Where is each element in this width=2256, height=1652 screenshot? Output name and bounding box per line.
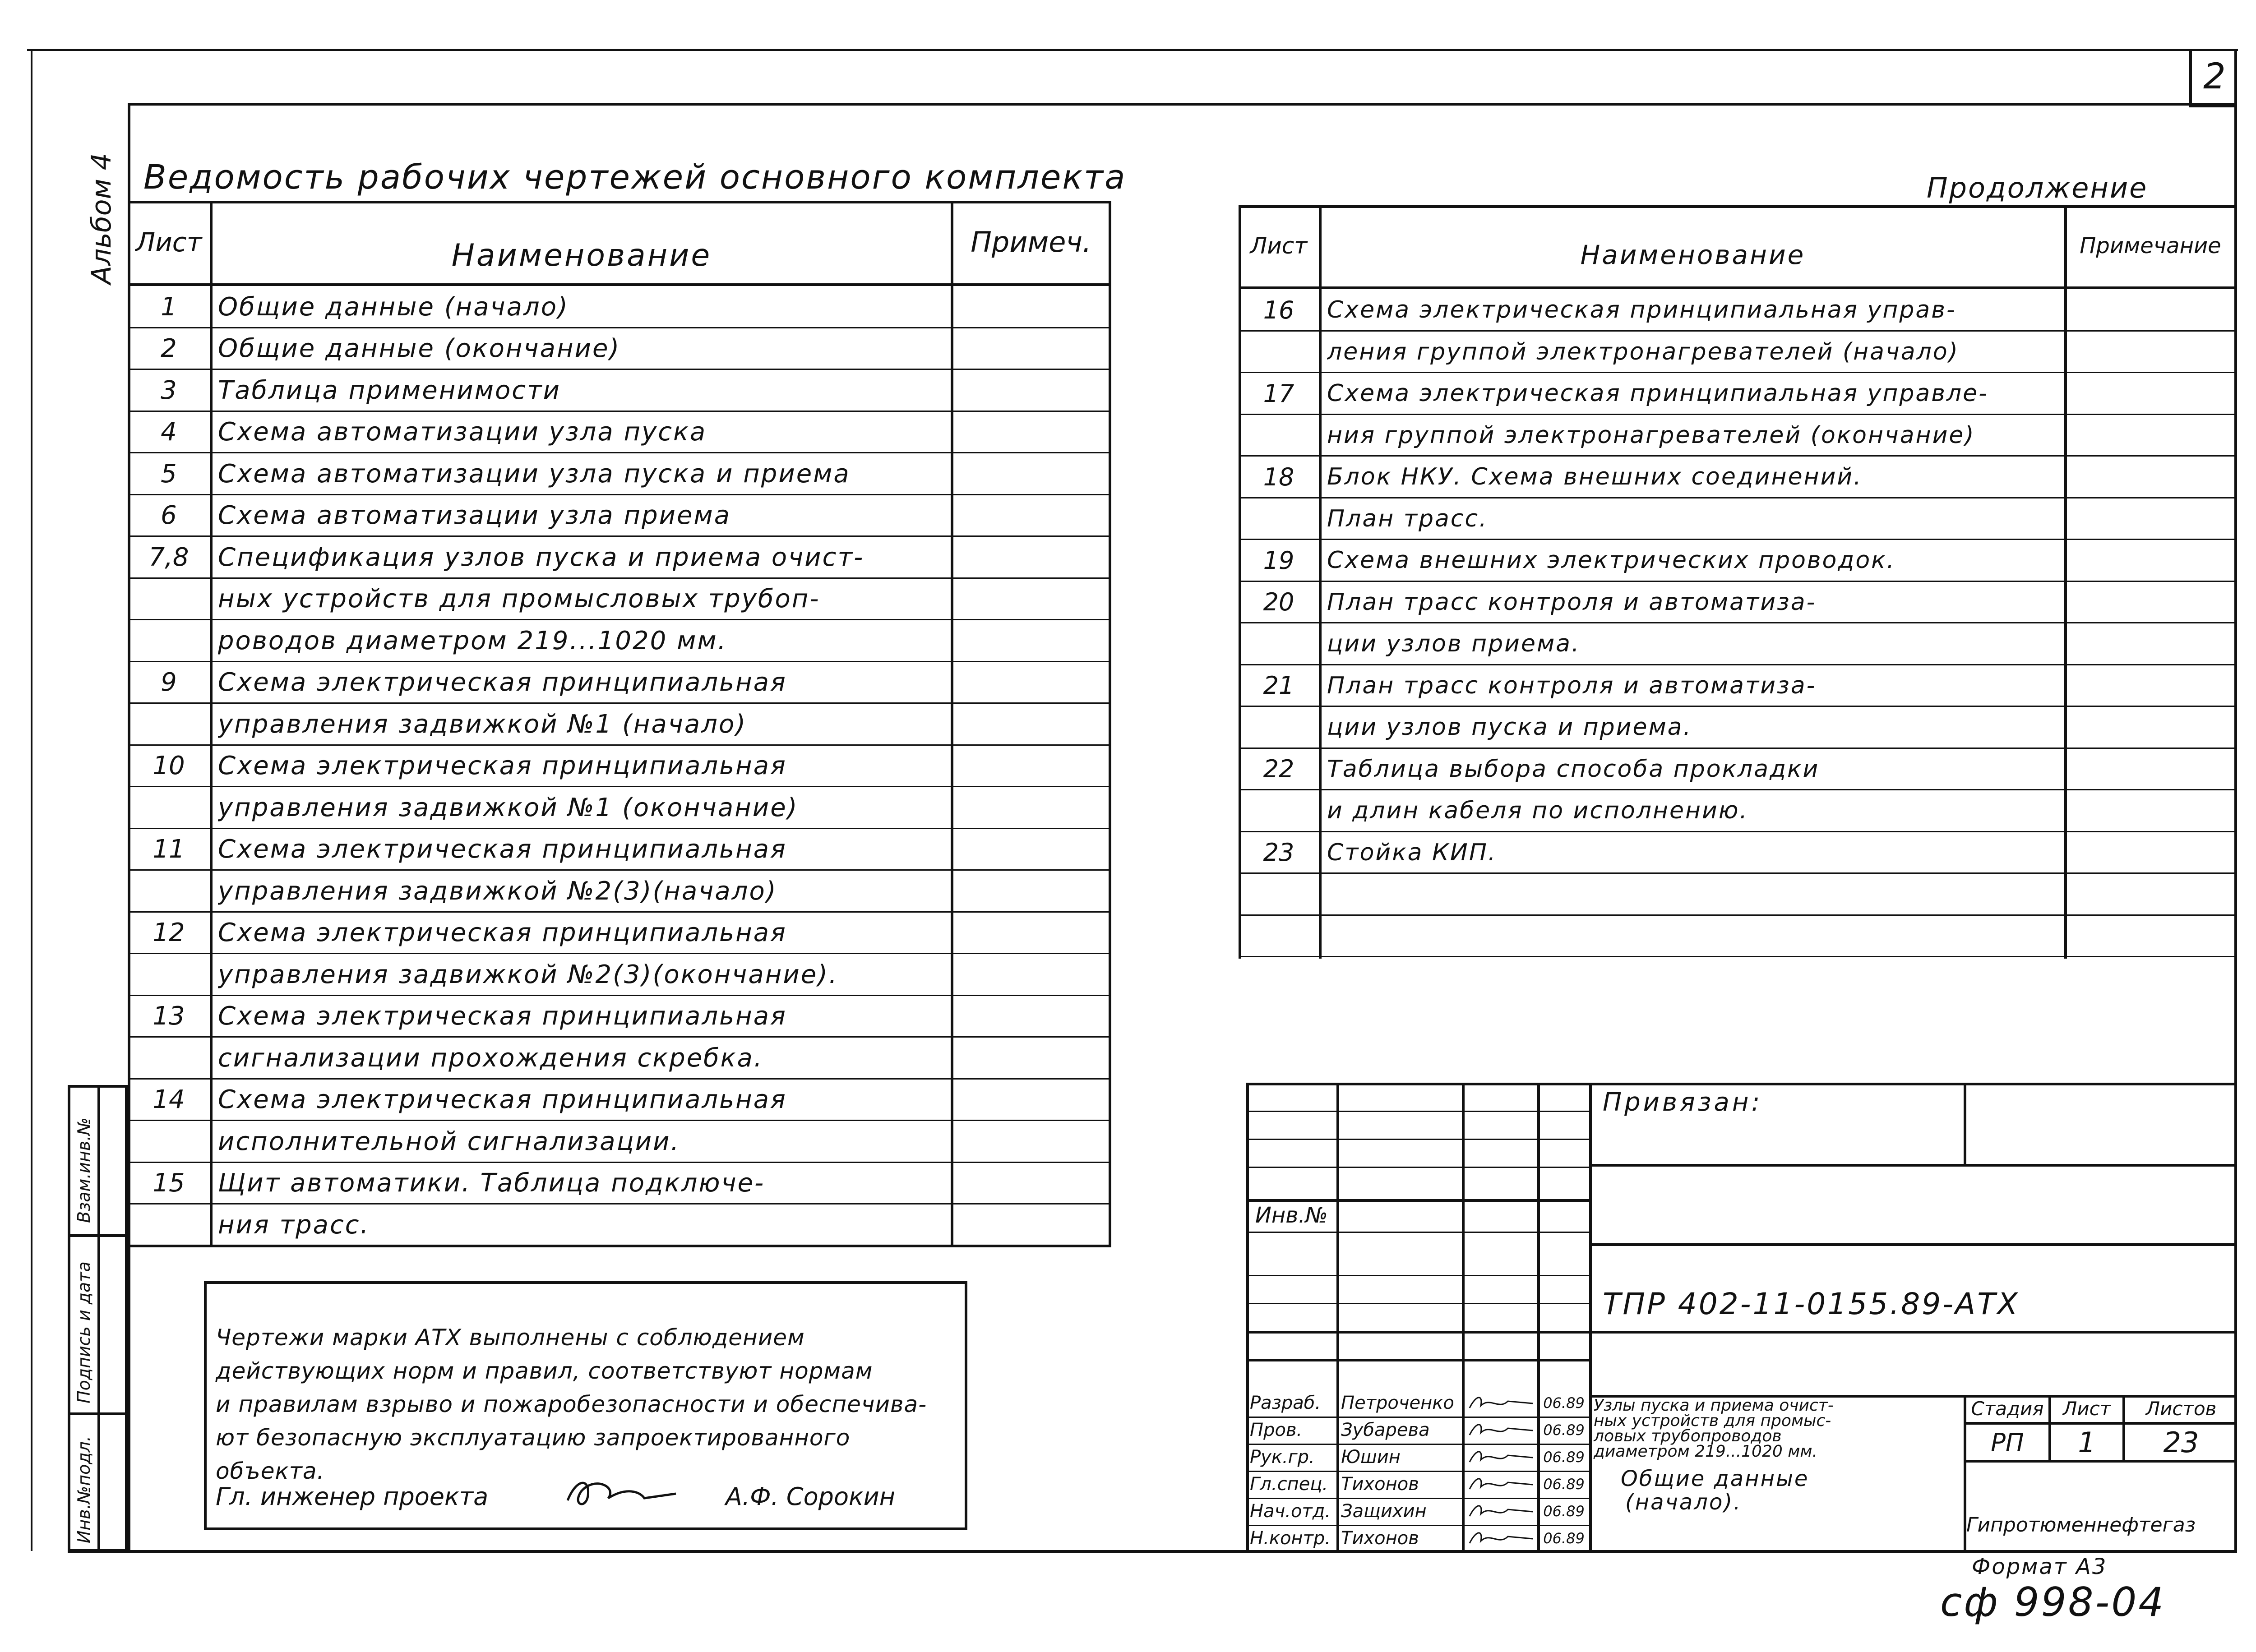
left-row-sheet — [128, 787, 210, 829]
tb-role-name: Петроченко — [1341, 1393, 1454, 1413]
right-row-sheet: 20 — [1263, 588, 1294, 617]
left-stamp — [68, 1085, 128, 1552]
left-row-sheet: 11 — [153, 835, 185, 864]
tb-sheet-value: 1 — [2078, 1426, 2096, 1459]
left-row-name: Схема электрическая принципиальная — [218, 751, 787, 781]
right-row-sheet: 17 — [1263, 379, 1294, 408]
tb-tied-divider — [1964, 1083, 1966, 1167]
left-row-sheet: 13 — [153, 1001, 185, 1031]
left-row-sheet — [128, 870, 210, 912]
tb-sheet-title-line: Общие данные — [1621, 1466, 1809, 1491]
tb-role-line — [1246, 1498, 1589, 1499]
left-header-sheet: Лист — [135, 226, 202, 258]
tb-grid-5 — [1246, 1232, 1589, 1233]
tb-inv-label: Инв.№ — [1255, 1203, 1328, 1228]
tb-role-name: Тихонов — [1341, 1474, 1419, 1495]
left-row-sheet — [128, 1204, 210, 1246]
right-header-name: Наименование — [1580, 240, 1806, 270]
right-row-sheet: 18 — [1263, 462, 1294, 491]
signature-icon — [1467, 1392, 1535, 1415]
note-line: действующих норм и правил, соответствуют нормам — [216, 1358, 873, 1384]
note-line: Чертежи марки АТХ выполнены с соблюдением — [216, 1324, 805, 1351]
tb-top — [1246, 1083, 2237, 1085]
right-row-name: ции узлов приема. — [1327, 630, 1581, 658]
tb-role: Рук.гр. — [1250, 1447, 1315, 1467]
left-row-name: управления задвижкой №1 (окончание) — [218, 793, 799, 822]
tb-role: Пров. — [1250, 1420, 1303, 1440]
left-header-note: Примеч. — [971, 226, 1091, 258]
right-row-sheet — [1239, 873, 1319, 915]
left-title: Ведомость рабочих чертежей основного комплекта — [143, 158, 1127, 197]
left-row-name: Схема электрическая принципиальная — [218, 1085, 787, 1115]
format-label: Формат А3 — [1972, 1554, 2108, 1579]
right-row-name: ления группой электронагревателей (начало) — [1327, 338, 1959, 365]
tb-right-line-3 — [1589, 1331, 2237, 1334]
tb-role-date: 06.89 — [1543, 1421, 1585, 1439]
left-row-name: Таблица применимости — [218, 375, 561, 405]
page-number: 2 — [2203, 56, 2226, 97]
note-line: ют безопасную эксплуатацию запроектированного — [216, 1425, 851, 1451]
left-row-sheet — [128, 954, 210, 996]
left-table — [128, 201, 1111, 1247]
tb-right-line-1 — [1589, 1164, 2237, 1167]
right-row-sheet: 19 — [1263, 546, 1294, 575]
left-table-col-1 — [210, 201, 213, 1247]
left-row-name: ния трасс. — [218, 1210, 370, 1240]
left-row-sheet: 7,8 — [148, 542, 189, 572]
left-row-sheet — [128, 1037, 210, 1079]
right-table-col-2 — [2064, 205, 2067, 959]
right-row-name: Схема внешних электрических проводок. — [1327, 547, 1896, 574]
signature-icon — [1467, 1419, 1535, 1442]
tb-doc-code: ТПР 402-11-0155.89-АТХ — [1603, 1286, 2020, 1321]
sheet-left-edge — [31, 49, 32, 1551]
tb-sheets-label: Листов — [2145, 1397, 2217, 1420]
signature-icon — [1467, 1446, 1535, 1469]
right-row-name: Схема электрическая принципиальная управле- — [1327, 380, 1988, 407]
tb-role-name: Защихин — [1341, 1501, 1427, 1522]
tb-role-line — [1246, 1525, 1589, 1526]
left-row-name: Схема электрическая принципиальная — [218, 668, 787, 697]
right-row-name: План трасс контроля и автоматиза- — [1327, 672, 1817, 699]
left-row-name: ных устройств для промысловых трубоп- — [218, 584, 820, 614]
left-table-right — [1109, 201, 1111, 1247]
right-row-sheet — [1239, 915, 1319, 957]
left-stamp-line-2 — [70, 1412, 125, 1415]
right-row-sheet — [1239, 790, 1319, 832]
left-row-sheet — [128, 620, 210, 662]
right-header-sheet: Лист — [1250, 233, 1308, 259]
tb-grid-8 — [1246, 1331, 1589, 1334]
signature-icon — [1467, 1527, 1535, 1550]
tb-role-date: 06.89 — [1543, 1530, 1585, 1547]
stamp-label-replacement: Взам.инв.№ — [74, 1117, 94, 1223]
right-header-note: Примечание — [2080, 233, 2221, 258]
left-row-name: Щит автоматики. Таблица подключе- — [218, 1168, 765, 1198]
left-row-name: Схема автоматизации узла пуска — [218, 417, 707, 447]
tb-role-name: Зубарева — [1341, 1420, 1430, 1440]
right-row-name: Таблица выбора способа прокладки — [1327, 755, 1820, 783]
right-table — [1239, 205, 2237, 959]
left-header-name: Наименование — [451, 238, 712, 273]
left-table-col-2 — [951, 201, 953, 1247]
right-row-sheet: 23 — [1263, 838, 1294, 867]
tb-grid-1 — [1246, 1111, 1589, 1112]
left-row-name: Общие данные (начало) — [218, 292, 569, 322]
top-border — [27, 49, 2238, 51]
album-label: Альбом 4 — [86, 153, 117, 284]
right-row-name: ния группой электронагревателей (окончание) — [1327, 421, 1975, 449]
tb-role: Разраб. — [1250, 1393, 1321, 1413]
title-block — [1246, 1083, 2237, 1552]
tb-right-line-2 — [1589, 1243, 2237, 1246]
right-row-name: Стойка КИП. — [1327, 839, 1497, 866]
tb-col-b — [1462, 1083, 1465, 1552]
signature-icon — [1467, 1473, 1535, 1496]
left-row-name: Схема электрическая принципиальная — [218, 918, 787, 948]
tb-stage-value: РП — [1991, 1428, 2024, 1457]
left-row-sheet: 6 — [161, 501, 177, 531]
left-stamp-line-1 — [70, 1234, 125, 1237]
engineer-label: Гл. инженер проекта — [216, 1482, 489, 1511]
left-row-name: управления задвижкой №2(3)(окончание). — [218, 960, 838, 989]
tb-role: Нач.отд. — [1250, 1501, 1331, 1522]
left-row-name: сигнализации прохождения скребка. — [218, 1043, 763, 1073]
stamp-label-original-inv: Инв.№подл. — [74, 1435, 94, 1543]
archive-code: сф 998-04 — [1940, 1579, 2166, 1625]
note-line: и правилам взрыво и пожаробезопасности и обеспечива- — [216, 1391, 927, 1417]
tb-grid-9 — [1246, 1359, 1589, 1361]
tb-role-line — [1246, 1444, 1589, 1445]
right-row-name: Схема электрическая принципиальная управ- — [1327, 296, 1956, 324]
tb-role-date: 06.89 — [1543, 1394, 1585, 1412]
frame-top — [128, 103, 2237, 106]
left-row-sheet: 2 — [161, 334, 177, 364]
tb-object-line: ных устройств для промыс- — [1594, 1412, 1831, 1430]
tb-grid-3 — [1246, 1167, 1589, 1168]
right-row-sheet — [1239, 623, 1319, 665]
tb-organization: Гипротюменнефтегаз — [1966, 1513, 2196, 1537]
left-row-sheet: 15 — [153, 1168, 185, 1198]
left-row-name: управления задвижкой №1 (начало) — [218, 709, 747, 739]
left-row-name: управления задвижкой №2(3)(начало) — [218, 876, 777, 906]
left-row-sheet: 1 — [161, 292, 177, 322]
left-row-name: Общие данные (окончание) — [218, 334, 621, 364]
right-row-name — [1327, 915, 2062, 957]
right-row-sheet — [1239, 331, 1319, 373]
right-row-name: План трасс контроля и автоматиза- — [1327, 588, 1817, 616]
engineer-name: А.Ф. Сорокин — [726, 1482, 895, 1511]
right-row-sheet: 16 — [1263, 295, 1294, 324]
tb-sheet-title-line: (начало). — [1625, 1490, 1742, 1515]
left-row-sheet — [128, 578, 210, 620]
left-row-name: роводов диаметром 219...1020 мм. — [218, 626, 727, 655]
tb-col-d — [1589, 1083, 1592, 1552]
note-box — [204, 1281, 967, 1530]
left-row-sheet: 12 — [153, 918, 185, 948]
signature-icon — [1467, 1500, 1535, 1523]
right-row-name: Блок НКУ. Схема внешних соединений. — [1327, 463, 1863, 491]
tb-role-date: 06.89 — [1543, 1449, 1585, 1466]
right-title: Продолжение — [1927, 171, 2148, 204]
tb-role: Гл.спец. — [1250, 1474, 1328, 1495]
tb-sheet-label: Лист — [2062, 1397, 2111, 1420]
left-row-sheet: 14 — [153, 1085, 185, 1115]
tb-role-date: 06.89 — [1543, 1503, 1585, 1520]
right-row-sheet — [1239, 498, 1319, 540]
left-row-sheet: 5 — [161, 459, 177, 489]
tb-left — [1246, 1083, 1249, 1552]
tb-grid-7 — [1246, 1303, 1589, 1304]
right-row-sheet: 21 — [1263, 671, 1294, 700]
left-row-sheet: 4 — [161, 417, 177, 447]
tb-col-a — [1336, 1083, 1339, 1552]
tb-role-line — [1246, 1471, 1589, 1472]
left-stamp-divider — [97, 1088, 100, 1550]
left-row-sheet — [128, 703, 210, 745]
left-row-name: исполнительной сигнализации. — [218, 1126, 680, 1156]
note-line: объекта. — [216, 1458, 325, 1484]
tb-role: Н.контр. — [1250, 1528, 1331, 1549]
left-row-sheet — [128, 1121, 210, 1163]
tb-object-line: ловых трубопроводов — [1594, 1427, 1782, 1445]
tb-grid-2 — [1246, 1139, 1589, 1140]
tb-role-date: 06.89 — [1543, 1476, 1585, 1493]
left-row-name: Спецификация узлов пуска и приема очист- — [218, 542, 864, 572]
left-row-name: Схема электрическая принципиальная — [218, 835, 787, 864]
tb-tied-label: Привязан: — [1603, 1087, 1763, 1117]
tb-grid-6 — [1246, 1275, 1589, 1276]
left-row-sheet: 9 — [161, 668, 177, 697]
stamp-label-signature-date: Подпись и дата — [74, 1261, 94, 1403]
tb-stage-label: Стадия — [1971, 1397, 2044, 1420]
right-row-sheet — [1239, 706, 1319, 748]
left-row-sheet: 3 — [161, 375, 177, 405]
right-row-name: и длин кабеля по исполнению. — [1327, 797, 1749, 825]
right-row-sheet — [1239, 415, 1319, 457]
right-row-name: План трасс. — [1327, 505, 1488, 532]
tb-object-line: диаметром 219...1020 мм. — [1594, 1442, 1817, 1461]
left-row-sheet: 10 — [153, 751, 185, 781]
tb-role-line — [1246, 1417, 1589, 1418]
tb-sheets-value: 23 — [2163, 1426, 2199, 1459]
tb-stage-line-2 — [1964, 1460, 2237, 1463]
tb-role-name: Тихонов — [1341, 1528, 1419, 1549]
right-table-col-1 — [1319, 205, 1322, 959]
page-number-box — [2189, 49, 2237, 107]
right-row-name — [1327, 873, 2062, 915]
tb-object-line: Узлы пуска и приема очист- — [1594, 1396, 1834, 1415]
left-row-name: Схема автоматизации узла приема — [218, 501, 731, 531]
left-row-name: Схема электрическая принципиальная — [218, 1001, 787, 1031]
left-row-name: Схема автоматизации узла пуска и приема — [218, 459, 851, 489]
right-row-sheet: 22 — [1263, 755, 1294, 784]
engineer-signature-icon — [563, 1473, 680, 1514]
right-row-name: ции узлов пуска и приема. — [1327, 714, 1692, 741]
right-row-line — [1239, 956, 2237, 957]
tb-role-name: Юшин — [1341, 1447, 1401, 1467]
